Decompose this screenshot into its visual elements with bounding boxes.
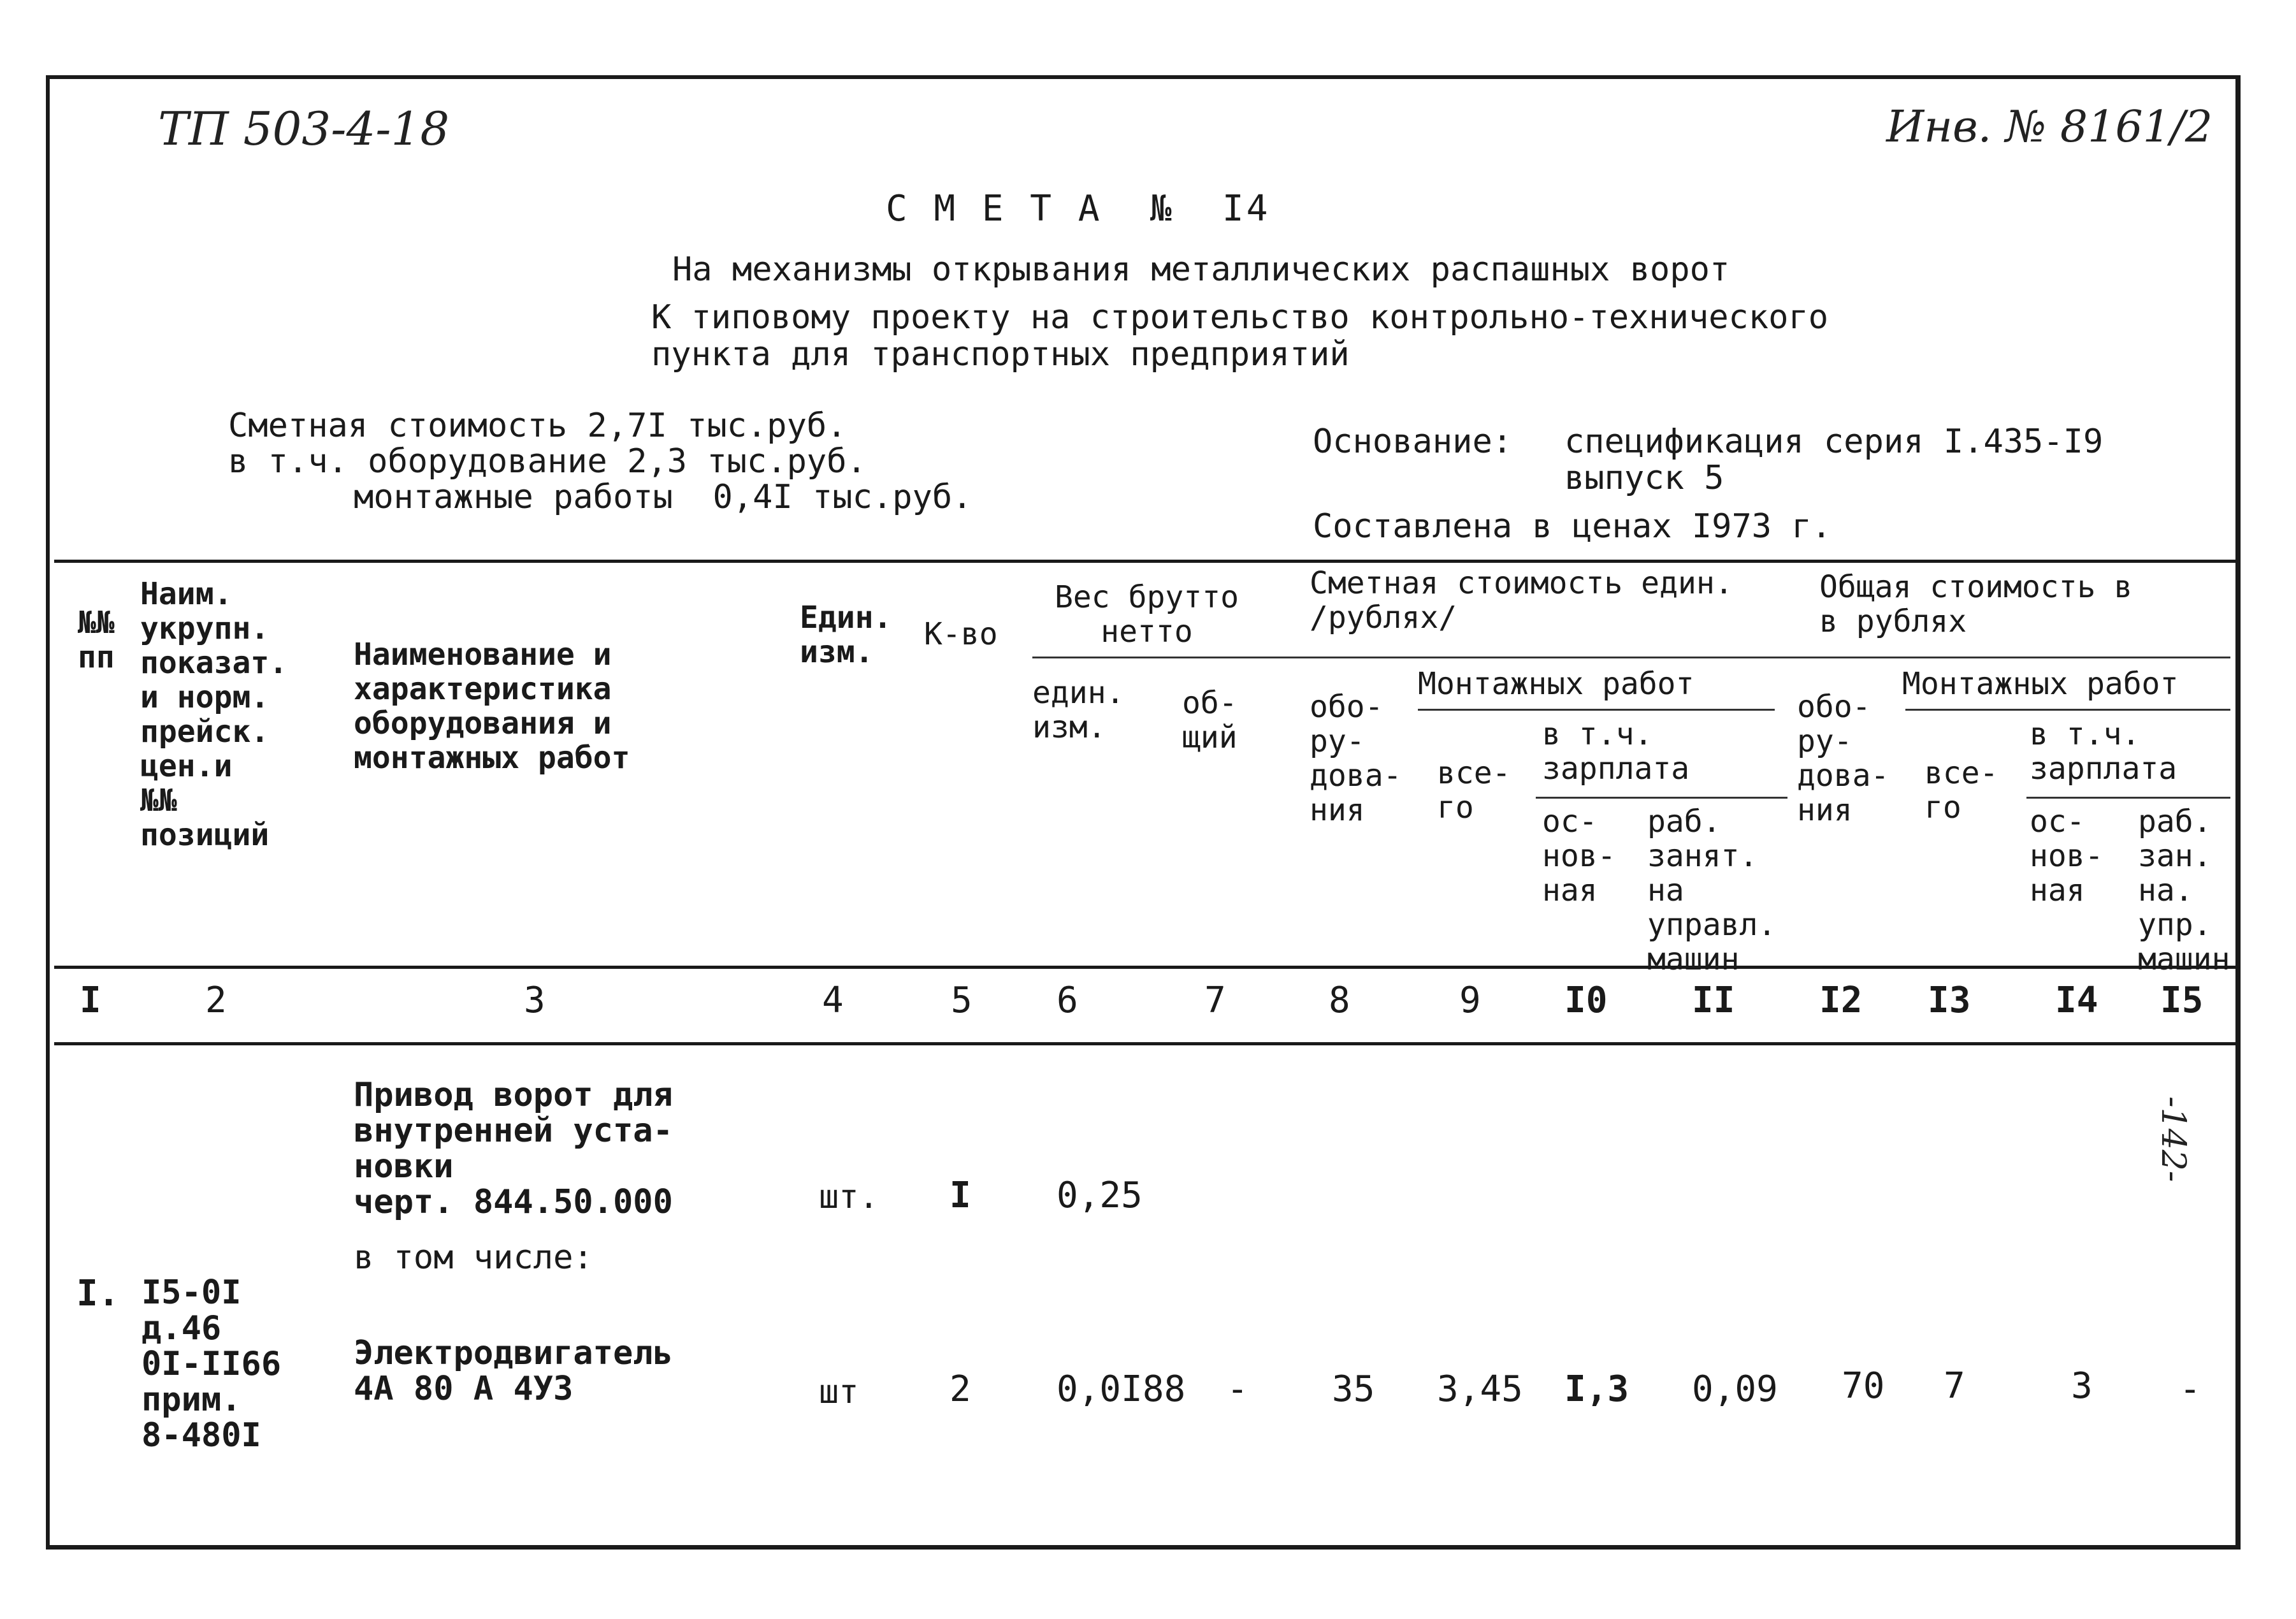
- incl-rule: [1536, 797, 1787, 799]
- item-motor-mounting-total: 7: [1944, 1365, 1965, 1407]
- including-label: в том числе:: [354, 1238, 593, 1277]
- column-number: I4: [2055, 980, 2098, 1021]
- basis-label: Основание:: [1313, 423, 1513, 461]
- project-code: ТП 503-4-18: [158, 102, 450, 156]
- item-motor-wage-main-total: 3: [2071, 1365, 2093, 1407]
- column-number: 6: [1057, 980, 1078, 1021]
- header-wage-main: ос- нов- ная: [1542, 804, 1616, 908]
- item-motor-equipment-unit-cost: 35: [1332, 1369, 1375, 1410]
- item-motor-weight-total: -: [1227, 1369, 1248, 1410]
- column-number: 5: [951, 980, 972, 1021]
- header-quantity: К-во: [924, 616, 998, 652]
- header-unit: Един. изм.: [800, 600, 892, 670]
- column-number: 4: [822, 980, 844, 1021]
- header-row-number: №№ пп: [78, 605, 115, 675]
- inventory-number: Инв. № 8161/2: [1886, 102, 2213, 152]
- cost-total: Сметная стоимость 2,7I тыс.руб.: [228, 407, 847, 445]
- title-line-2: К типовому проекту на строительство контрольно-технического: [651, 298, 1829, 337]
- numbers-bottom-rule: [54, 1042, 2237, 1045]
- header-weight: Вес брутто нетто: [1055, 579, 1239, 650]
- column-number: 9: [1459, 980, 1481, 1021]
- title-line-1: На механизмы открывания металлических распашных ворот: [672, 250, 1730, 289]
- header-wage-machines-2: раб. зан. на. упр. машин: [2138, 804, 2230, 977]
- column-number: I2: [1819, 980, 1863, 1021]
- item-drive-name: Привод ворот для внутренней уста- новки черт. 844.50.000: [354, 1076, 673, 1221]
- item-motor-mounting-unit-cost: 3,45: [1437, 1369, 1523, 1410]
- table-top-rule: [54, 560, 2237, 563]
- item-motor-unit: шт: [819, 1373, 859, 1411]
- basis-specification: спецификация серия I.435-I9: [1564, 423, 2104, 461]
- mount2-rule: [1905, 709, 2230, 711]
- mount-rule: [1418, 709, 1775, 711]
- column-number: I5: [2160, 980, 2204, 1021]
- page-frame: [46, 75, 2241, 1550]
- item-motor-wage-machines-unit: 0,09: [1692, 1369, 1778, 1410]
- item-motor-wage-machines-total: -: [2179, 1369, 2201, 1410]
- header-mounting-total: все- го: [1437, 755, 1511, 825]
- header-weight-total: об- щий: [1182, 685, 1238, 755]
- header-mounting: Монтажных работ: [1418, 666, 1694, 702]
- header-mounting-2: Монтажных работ: [1902, 666, 2179, 702]
- cost-rule: [1294, 657, 2230, 658]
- column-number: I3: [1928, 980, 1971, 1021]
- header-weight-unit: един. изм.: [1032, 675, 1125, 745]
- header-wage-main-2: ос- нов- ная: [2030, 804, 2104, 908]
- column-number: II: [1692, 980, 1735, 1021]
- weight-rule: [1032, 657, 1294, 658]
- header-norm-reference: Наим. укрупн. показат. и норм. прейск. цен.и №№ позиций: [140, 576, 288, 853]
- item-motor-quantity: 2: [949, 1369, 971, 1410]
- header-equipment-2: обо- ру- дова- ния: [1797, 689, 1889, 828]
- item-drive-unit: шт.: [819, 1178, 879, 1216]
- item-motor-equipment-total: 70: [1842, 1365, 1885, 1407]
- item-motor-weight-unit: 0,0I88: [1057, 1369, 1186, 1410]
- item-motor-number: I.: [76, 1273, 120, 1314]
- item-motor-name: Электродвигатель 4А 80 А 4УЗ: [354, 1334, 673, 1408]
- cost-equipment: в т.ч. оборудование 2,3 тыс.руб.: [228, 442, 867, 481]
- column-number: I0: [1564, 980, 1608, 1021]
- header-including-wage: в т.ч. зарплата: [1542, 716, 1690, 787]
- header-unit-cost: Сметная стоимость един. /рублях/: [1310, 565, 1733, 635]
- item-motor-wage-main-unit: I,3: [1564, 1369, 1629, 1410]
- item-drive-quantity: I: [949, 1175, 971, 1216]
- header-bottom-rule: [54, 966, 2237, 969]
- header-item-name: Наименование и характеристика оборудования и монтажных работ: [354, 637, 630, 776]
- page-number: -142-: [2154, 1096, 2192, 1182]
- title-line-3: пункта для транспортных предприятий: [651, 335, 1350, 374]
- cost-mounting: монтажные работы 0,4I тыс.руб.: [354, 478, 972, 516]
- header-including-wage-2: в т.ч. зарплата: [2030, 716, 2177, 787]
- column-number: 3: [524, 980, 545, 1021]
- incl2-rule: [2026, 797, 2230, 799]
- item-motor-code: I5-0I д.46 0I-II66 прим. 8-480I: [141, 1274, 282, 1455]
- column-number: 2: [205, 980, 227, 1021]
- basis-issue: выпуск 5: [1564, 459, 1724, 497]
- price-basis: Составлена в ценах I973 г.: [1313, 507, 1831, 546]
- column-number: 8: [1329, 980, 1350, 1021]
- column-number: 7: [1204, 980, 1226, 1021]
- header-equipment: обо- ру- дова- ния: [1310, 689, 1402, 828]
- header-mounting-total-2: все- го: [1924, 755, 1998, 825]
- estimate-heading: С М Е Т А № I4: [886, 188, 1271, 229]
- column-number: I: [80, 980, 101, 1021]
- header-total-cost: Общая стоимость в в рублях: [1819, 569, 2133, 639]
- item-drive-weight: 0,25: [1057, 1175, 1143, 1216]
- header-wage-machines: раб. занят. на управл. машин: [1647, 804, 1777, 977]
